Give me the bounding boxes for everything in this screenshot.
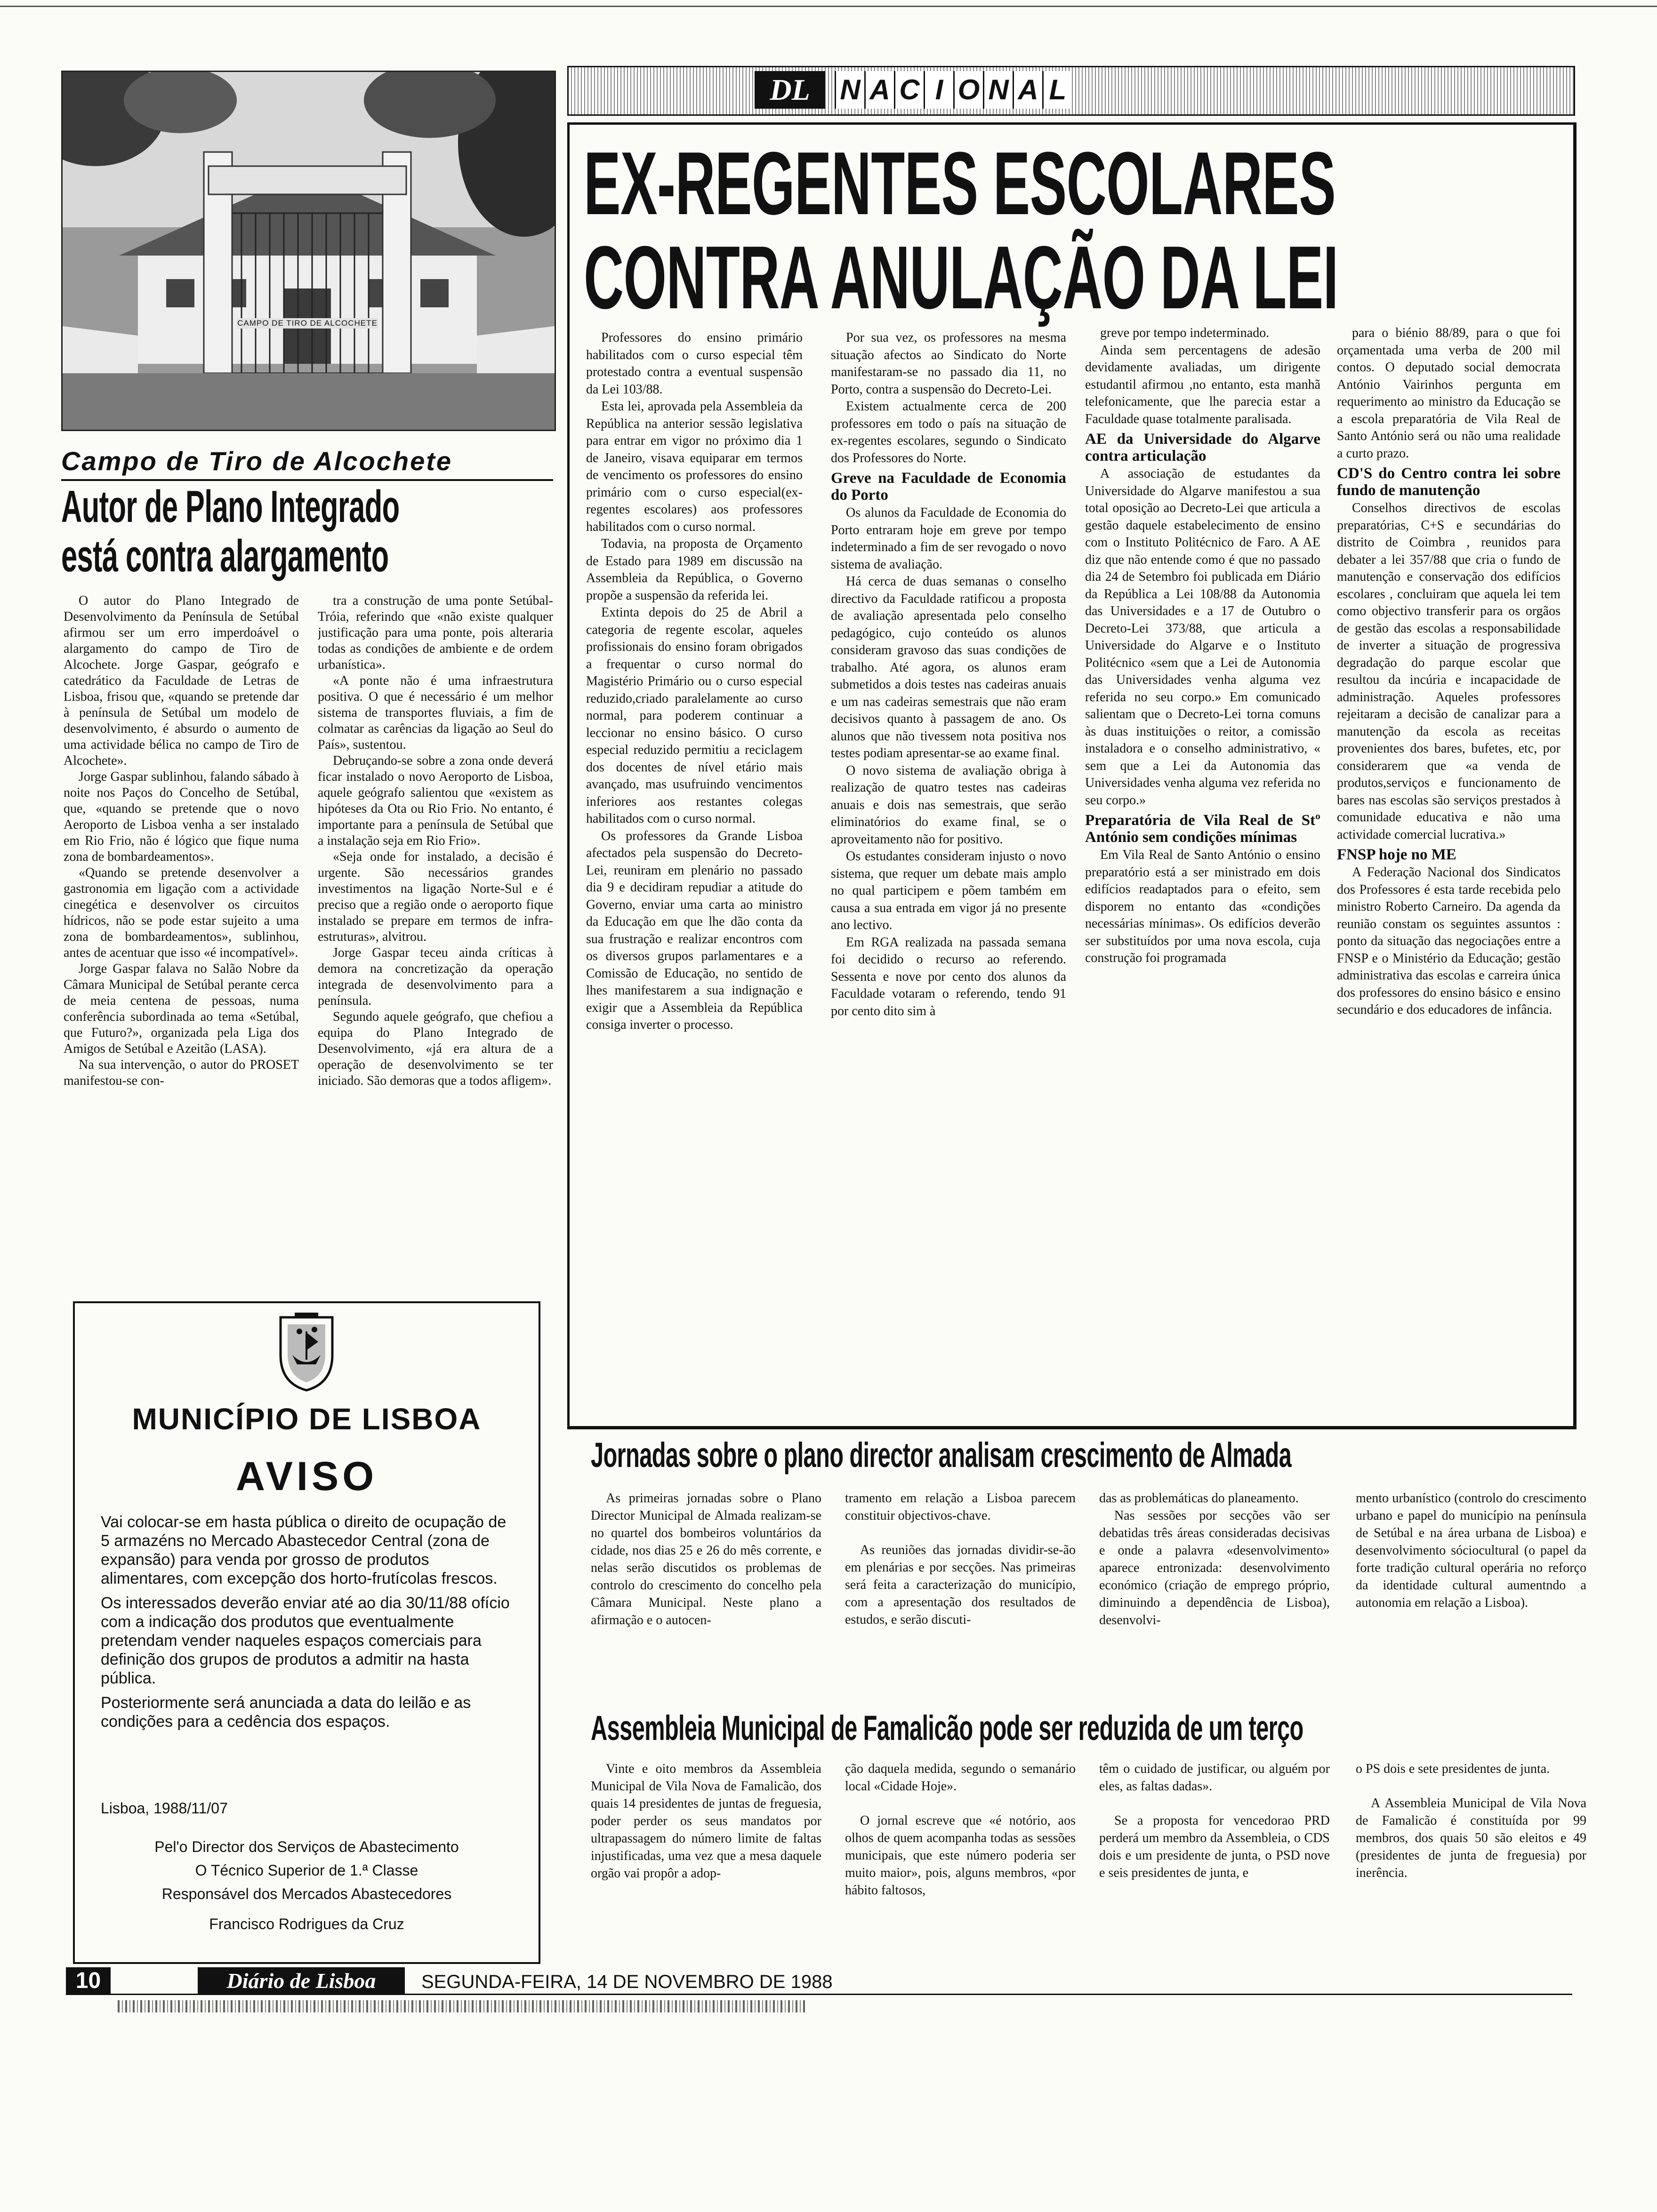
lisbon-crest-icon (271, 1313, 342, 1393)
para: tramento em relação a Lisboa parecem constituir objectivos-chave. (845, 1491, 1076, 1523)
main-col-4 (1337, 325, 1560, 1417)
famalicao-headline: Assembleia Municipal de Famalicão pode ser reduzida de um terço (591, 1708, 1303, 1747)
para: Os estudantes consideram injusto o novo sistema, que requer um debate mais amplo no qual participem e põem também em causa a sua entrada em vigor já no presente ano lectivo. (831, 849, 1066, 932)
ad-paragraph: Vai colocar-se em hasta pública o direito de ocupação de 5 armazéns no Mercado Abastecedor Central (zona de expansão) para venda por grosso de produtos alimentares, com excepção dos horto-frutícolas frescos. (101, 1513, 507, 1587)
left-headline-line2: está contra alargamento (61, 531, 389, 581)
para: Professores do ensino primário habilitados com o curso especial têm protestado contra a eventual suspensão da Lei 103/88. (586, 330, 803, 397)
main-col-1 (586, 329, 803, 1417)
para: Na sua intervenção, o autor do PROSET manifestou-se con- (64, 1058, 299, 1088)
para: o PS dois e sete presidentes de junta. (1356, 1762, 1550, 1776)
para: Extinta depois do 25 de Abril a categoria de regente escolar, aqueles profissionais do ensino foram obrigados a frequentar o curso normal do Magistério Primário ou o curso especial reduzido,criado paralelamente ao curso normal, para poderem continuar a leccionar no ensino básico. O curso especial reduzido permitiu a reciclagem dos docentes de nível etário mais avançado, mas usufruindo vencimentos inferiores aos restantes colegas habilitados com o curso normal. (586, 605, 803, 826)
famalicao-col-2 (845, 1760, 1076, 1958)
almada-col-1 (591, 1490, 821, 1711)
para: A Federação Nacional dos Sindicatos dos Professores é esta tarde recebida pelo ministro Roberto Carneiro. Da agenda da reunião constam os seguintes assuntos : ponto da situação das negociações entre a FNSP e o Ministério da Educação; gestão administrativa das escolas e carreira única dos professores do ensino básico e ensino secundário e dos educadores de infância. (1337, 865, 1560, 1017)
almada-col-3 (1099, 1490, 1330, 1711)
main-headline-line1: EX-REGENTES ESCOLARES (584, 134, 1336, 233)
para: têm o cuidado de justificar, ou alguém por eles, as faltas dadas». (1099, 1762, 1330, 1794)
para: Jorge Gaspar teceu ainda críticas à demora na concretização da operação integrada de desenvolvimento para a península. (318, 946, 553, 1008)
para: «Quando se pretende desenvolver a gastronomia em ligação com a actividade cinegética e desenvolver os circuitos hídricos, não se pode estar sujeito a uma zona de bombardeamentos», sublinhou, antes de acentuar que isso «é incompatível». (64, 866, 299, 960)
footer-page-number: 10 (66, 1967, 111, 1995)
section-letter: I (924, 71, 953, 109)
left-kicker: Campo de Tiro de Alcochete (61, 446, 453, 476)
ad-sig-line: Francisco Rodrigues da Cruz (209, 1915, 404, 1932)
left-col-2 (318, 593, 553, 1280)
para: Existem actualmente cerca de 200 professores em todo o país na situação de ex-regentes escolares, segundo o Sindicato dos Professores do Norte. (831, 399, 1066, 465)
para: tra a construção de uma ponte Setúbal-Tróia, referindo que «não existe qualquer justificação para uma ponte, pois alteraria todas as condições de ambiente e de ordem urbanística». (318, 593, 553, 672)
famalicao-col-3 (1099, 1760, 1330, 1958)
section-letter: O (953, 71, 983, 109)
para: «A ponte não é uma infraestrutura positiva. O que é necessário é um melhor sistema de transportes fluviais, a fim de colmatar as carências da ligação ao Seul do País», sustentou. (318, 673, 553, 752)
para: A Assembleia Municipal de Vila Nova de Famalicão é constituída por 99 membros, dos quais 50 são eleitos e 49 (presidentes de junta de freguesia) por inerência. (1356, 1796, 1586, 1880)
para: As primeiras jornadas sobre o Plano Director Municipal de Almada realizam-se no quartel dos bombeiros voluntários da cidade, nos dias 25 e 26 do mês corrente, e nelas serão discutidos os problemas de controlo do crescimento do concelho pela Câmara Municipal. Neste plano a afirmação e o autocen- (591, 1491, 821, 1627)
para: O jornal escreve que «é notório, aos olhos de quem acompanha todas as sessões municipais, que este número poderia ser muito maior», pois, alguns membros, «por hábito faltosos, (845, 1813, 1076, 1898)
para: greve por tempo indeterminado. (1100, 326, 1270, 340)
section-letter: A (864, 71, 894, 109)
top-scan-edge (0, 6, 1657, 7)
section-banner (567, 66, 1575, 116)
para: Se a proposta for vencedorao PRD perderá um membro da Assembleia, o CDS dois e um presidente de junta, o PSD nove e seis presidentes de junta, e (1099, 1813, 1330, 1880)
section-letter: N (835, 71, 864, 109)
ad-subtitle: AVISO (235, 1454, 378, 1499)
section-letter: A (1013, 71, 1042, 109)
para: Esta lei, aprovada pela Assembleia da República na anterior sessão legislativa para entrar em vigor no próximo dia 1 de Janeiro, visava equiparar em termos de vencimento os professores do ensino primário com o curso especial(ex-regentes escolares) aos professores habilitados com o curso normal. (586, 399, 803, 534)
left-col-1 (64, 593, 299, 1280)
ad-date: Lisboa, 1988/11/07 (101, 1800, 228, 1817)
para: Ainda sem percentagens de adesão devidamente avaliadas, um dirigente estudantil afirmou ,no entanto, esta manhã telefonicamente, que lhe parecia estar a Faculdade quase totalmente paralisada. (1085, 343, 1320, 426)
ad-title: MUNICÍPIO DE LISBOA (132, 1402, 482, 1436)
ad-signature (75, 1835, 539, 1936)
para: Conselhos directivos de escolas preparatórias, C+S e secundárias do distrito de Coimbra , reunidos para debater a lei 357/88 que cria o fundo de manutenção e conservação dos edifícios escolares , concluiram que aquela lei tem como objectivo transferir para os orgãos de gestão das escolas a responsabilidade de inverter a situação de progressiva degradação do parque escolar que resultou da incúria e incapacidade de administração. Aqueles professores rejeitaram a decisão de canalizar para a manutenção da escola as receitas provenientes dos bares, bufetes, etc, por considerarem que «a venda de produtos,serviços e funcionamento de bares nas escolas são serviços prestados à comunidade educativa e não uma actividade comercial lucrativa.» (1337, 501, 1560, 842)
main-headline-line2: CONTRA ANULAÇÃO DA LEI (584, 228, 1338, 328)
para: Os professores da Grande Lisboa afectados pela suspensão do Decreto-Lei, reuniram em plenário no passado dia 9 e decidiram repudiar a atitude do Governo, enviar uma carta ao ministro da Educação em que lhe dão conta da sua frustração e realizar encontros com os diversos grupos parlamentares e a Comissão de Educação, no sentido de lhes manifestarem a sua indignação e exigir que a Assembleia da República consiga inverter o processo. (586, 828, 803, 1032)
famalicao-col-4 (1356, 1760, 1586, 1958)
footer-paper-name: Diário de Lisboa (198, 1967, 405, 1995)
municipio-ad (73, 1301, 540, 1964)
almada-headline: Jornadas sobre o plano director analisam crescimento de Almada (591, 1435, 1292, 1475)
para: Os alunos da Faculdade de Economia do Porto entraram hoje em greve por tempo indeterminado a fim de ser revogado o novo sistema de avaliação. (831, 505, 1066, 572)
photo-sign-text: CAMPO DE TIRO DE ALCOCHETE (237, 319, 378, 328)
subhead-cds: CD'S do Centro contra lei sobre fundo de manutenção (1337, 465, 1560, 499)
para: Nas sessões por secções vão ser debatidas três áreas consideradas decisivas e onde a palavra «desenvolvimento» aparece entronizada: desenvolvimento económico (criação de emprego próprio, diminuindo a dependência de Lisboa), desenvolvi- (1099, 1508, 1330, 1627)
ad-sig-line: O Técnico Superior de 1.ª Classe (195, 1862, 418, 1879)
almada-col-2 (845, 1490, 1076, 1711)
para: Vinte e oito membros da Assembleia Municipal de Vila Nova de Famalicão, dos quais 14 presidentes de juntas de freguesia, poder perder os seus mandatos por ultrapassagem do número limite de faltas injustificadas, uma vez que a mesa daquele orgão vai propôr a adop- (591, 1762, 821, 1881)
subhead-preparatoria: Preparatória de Vila Real de Stº António sem condições mínimas (1085, 812, 1320, 846)
para: Todavia, na proposta de Orçamento de Estado para 1989 em discussão na Assembleia da República, o Governo propõe a suspensão da referida lei. (586, 537, 803, 603)
footer-date: SEGUNDA-FEIRA, 14 DE NOVEMBRO DE 1988 (421, 1972, 833, 1992)
left-headline-line1: Autor de Plano Integrado (61, 481, 400, 532)
subhead-ae: AE da Universidade do Algarve contra articulação (1085, 431, 1320, 465)
para: ção daquela medida, segundo o semanário local «Cidade Hoje». (845, 1762, 1076, 1794)
section-title (835, 71, 1072, 109)
para: Em Vila Real de Santo António o ensino preparatório está a ser ministrado em dois edifícios readaptados para o efeito, sem disporem no entanto das «condições necessárias mínimas». Os edifícios deverão ser substituídos por uma nova escola, cuja construção foi programada (1085, 848, 1320, 965)
ad-paragraph: Os interessados deverão enviar até ao dia 30/11/88 ofício com a indicação dos produtos que eventualmente pretendam vender naqueles espaços comerciais para definição dos grupos de produtos a admitir na hasta pública. (101, 1594, 510, 1687)
main-col-2 (831, 329, 1066, 1417)
para: Debruçando-se sobre a zona onde deverá ficar instalado o novo Aeroporto de Lisboa, aquele geógrafo salientou que «existem as hipóteses da Ota ou Rio Frio. No entanto, é importante para a península de Setúbal que a instalação seja em Rio Frio». (318, 753, 553, 848)
photo-scene (63, 72, 555, 430)
main-col-3 (1085, 325, 1320, 1417)
para: O autor do Plano Integrado de Desenvolvimento da Península de Setúbal afirmou ser um erro imperdoável o alargamento do campo de Tiro de Alcochete. Jorge Gaspar, geógrafo e catedrático da Faculdade de Letras de Lisboa, frisou que, «quando se pretende dar à península de Setúbal um modelo de desenvolvimento, é absurdo o aumento de uma actividade bélica no campo de Tiro de Alcochete». (64, 593, 299, 768)
section-letter: L (1042, 71, 1072, 109)
para: «Seja onde for instalado, a decisão é urgente. São necessários grandes investimentos na ligação Norte-Sul e é preciso que a região onde o aeroporto fique instalado se prepare em termos de infra-estruturas», alvitrou. (318, 850, 553, 944)
ad-body (101, 1513, 515, 1737)
almada-col-4 (1356, 1490, 1586, 1711)
para: O novo sistema de avaliação obriga à realização de quatro testes nas cadeiras anuais e dois nas semestrais, que serão eliminatórios do exame final, se o aproveitamento não for positivo. (831, 763, 1066, 847)
famalicao-col-1 (591, 1760, 821, 1958)
para: para o biénio 88/89, para o que foi orçamentada uma verba de 200 mil contos. O deputado social democrata António Vairinhos pergunta em requerimento ao ministro da Educação se a escola preparatória de Vila Real de Santo António será ou não uma realidade a curto prazo. (1337, 326, 1560, 461)
para: Jorge Gaspar sublinhou, falando sábado à noite nos Paços do Concelho de Setúbal, que, «quando se pretende que o novo Aeroporto de Lisboa venha a ser instalado em Rio Frio, não é lógico que fique numa zona de bombardeamentos». (64, 769, 299, 864)
para: A associação de estudantes da Universidade do Algarve manifestou a sua total oposição ao Decreto-Lei que articula a gestão daquele estabelecimento de ensino com o Instituto Politécnico de Faro. A AE diz que não entende como é que no passado dia 24 de Setembro foi publicada em Diário da República a Lei 108/88 da Autonomia das Universidades e a 17 de Outubro o Decreto-Lei 373/88, que articula a Universidade do Algarve e o Instituto Politécnico «sem que a Lei de Autonomia das Universidades venha alguma vez referida no seu corpo.» Em comunicado salientam que o Decreto-Lei torna comuns às duas instituições o reitor, a comissão instaladora e o conselho administrativo, « sem que a Lei da Autonomia das Universidades venha alguma vez referida no seu corpo.» (1085, 466, 1320, 808)
section-logo: DL (755, 71, 825, 109)
ad-paragraph: Posteriormente será anunciada a data do leilão e as condições para a cedência dos espaços. (101, 1694, 471, 1731)
para: Por sua vez, os professores na mesma situação afectos ao Sindicato do Norte manifestaram-se no passado dia 11, no Porto, contra a suspensão do Decreto-Lei. (831, 330, 1066, 397)
para: Há cerca de duas semanas o conselho directivo da Faculdade ratificou a proposta de avaliação apresentada pelo conselho pedagógico, cujo conteúdo os alunos consideram gravoso das suas condições de trabalho. Até agora, os alunos eram submetidos a dois testes nas cadeiras anuais e um nas cadeiras semestrais que não eram decisivos quanto à passagem de ano. Os alunos que não tivessem nota positiva nos testes podiam apresentar-se ao exame final. (831, 574, 1066, 761)
section-letter: C (894, 71, 924, 109)
alcochete-photo (61, 71, 556, 431)
para: As reuniões das jornadas dividir-se-ão em plenárias e por secções. Nas primeiras será feita a caracterização do município, com a apresentação dos resultados de estudos, e serão discuti- (845, 1543, 1076, 1627)
para: Jorge Gaspar falava no Salão Nobre da Câmara Municipal de Setúbal perante cerca de meia centena de pessoas, numa conferência subordinada ao tema «Setúbal, que Futuro?», organizada pela Liga dos Amigos de Setúbal e Azeitão (LASA). (64, 962, 299, 1056)
scan-noise-strip (118, 2000, 805, 2012)
footer-rule (66, 1994, 1572, 1995)
kicker-rule (61, 479, 553, 481)
ad-sig-line: Responsável dos Mercados Abastecedores (161, 1885, 452, 1902)
section-letter: N (983, 71, 1013, 109)
para: Segundo aquele geógrafo, que chefiou a equipa do Plano Integrado de Desenvolvimento, «já era altura de a operação de desenvolvimento se ter iniciado. São demoras que a todos afligem». (318, 1010, 553, 1088)
para: das as problemáticas do planeamento. (1099, 1491, 1299, 1506)
para: Em RGA realizada na passada semana foi decidido o recurso ao referendo. Sessenta e nove por cento dos alunos da Faculdade votaram o referendo, tendo 91 por cento dito sim à (831, 935, 1066, 1018)
subhead-fnsp: FNSP hoje no ME (1337, 846, 1456, 863)
ad-sig-line: Pel'o Director dos Serviços de Abastecimento (154, 1838, 459, 1855)
para: mento urbanístico (controlo do crescimento urbano e papel do município na península de Setúbal e na área urbana de Lisboa) e desenvolvimento sóciocultural (o papel da forte tradição cultural operária no reforço da identidade cultural aumentndo a autonomia em relação a Lisboa). (1356, 1491, 1586, 1610)
subhead-greve: Greve na Faculdade de Economia do Porto (831, 470, 1066, 504)
